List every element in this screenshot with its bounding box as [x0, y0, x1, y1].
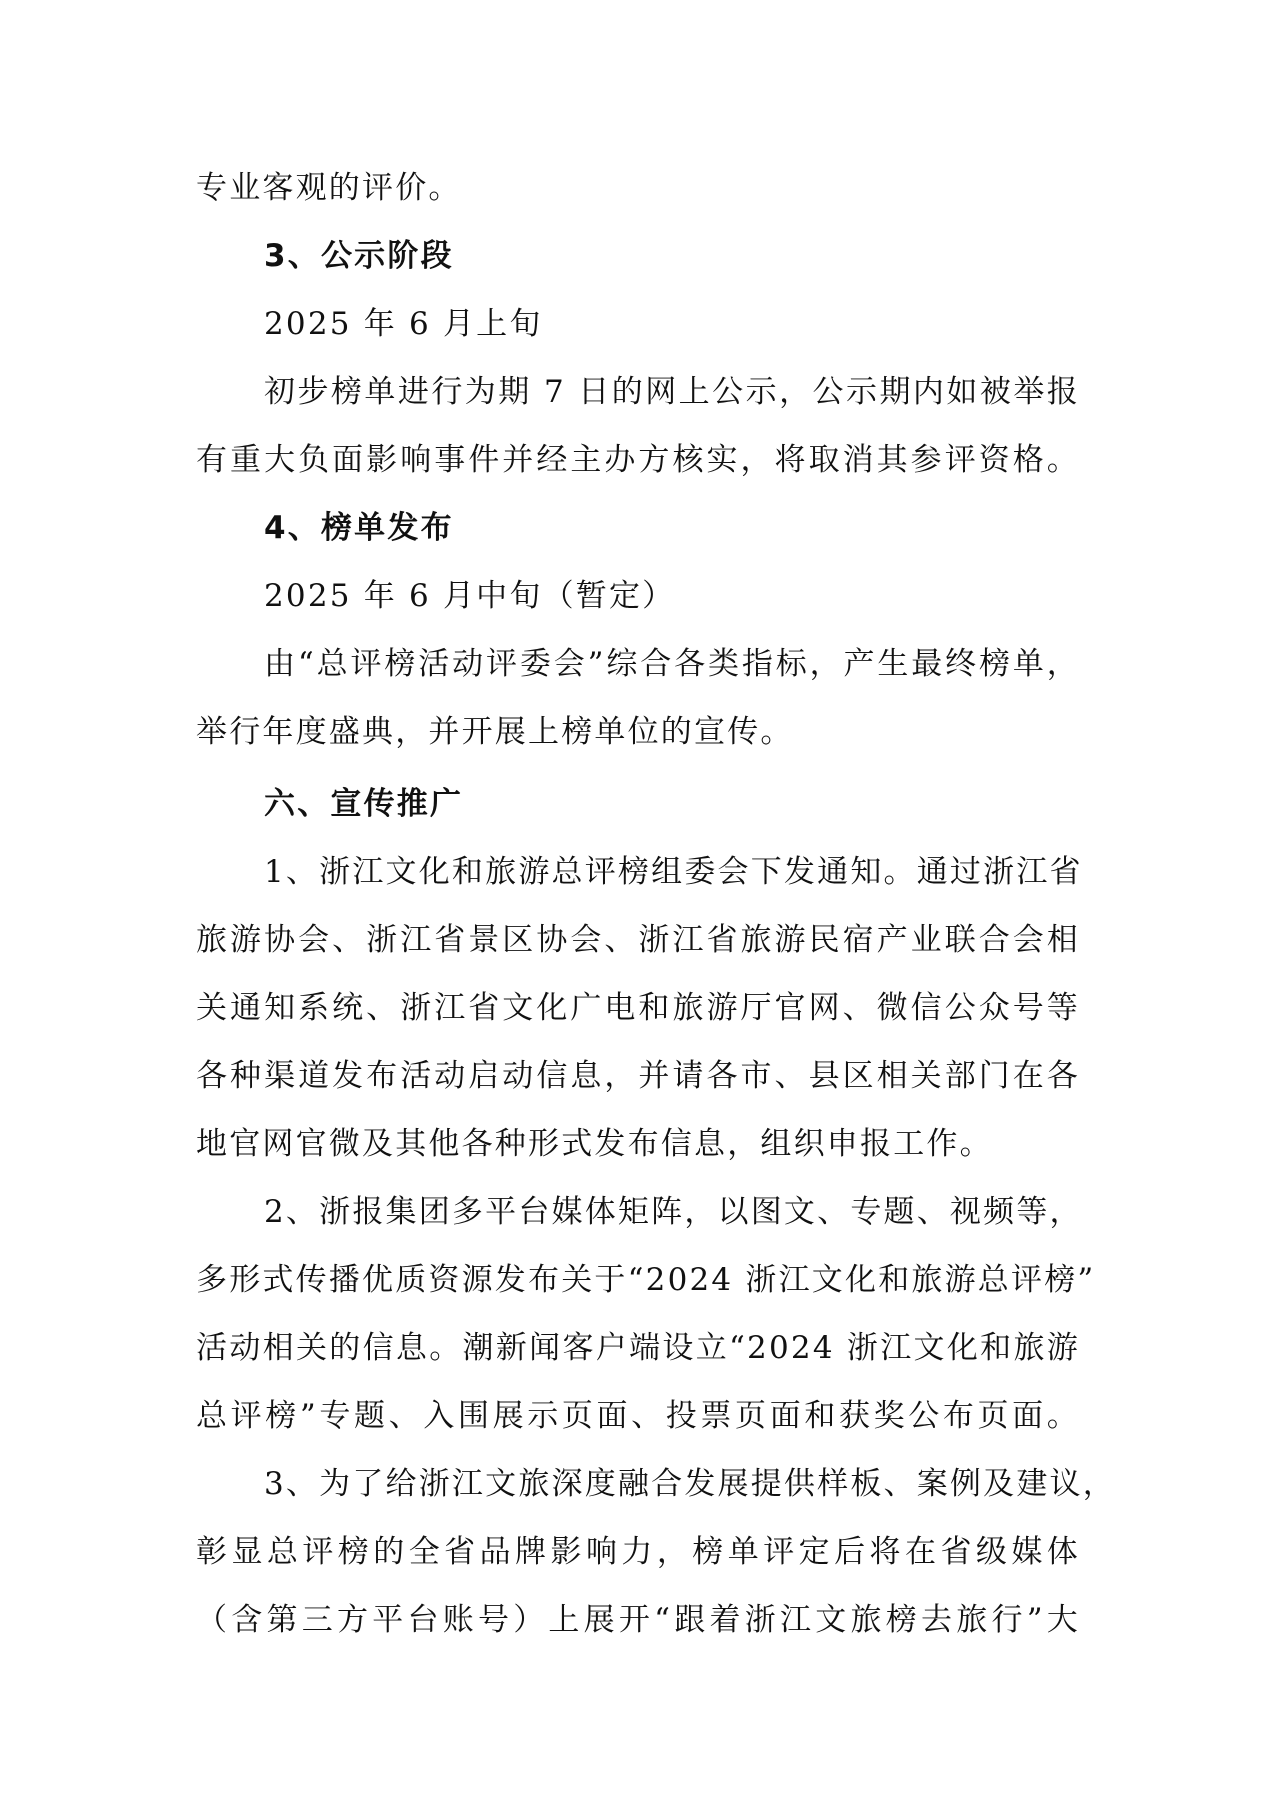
section-heading: 3、公示阶段	[264, 238, 454, 274]
paragraph-line: 1、浙江文化和旅游总评榜组委会下发通知。通过浙江省	[264, 854, 1083, 890]
paragraph-line: 举行年度盛典，并开展上榜单位的宣传。	[196, 714, 794, 750]
paragraph-line: 2、浙报集团多平台媒体矩阵，以图文、专题、视频等，	[264, 1194, 1083, 1230]
chapter-heading: 六、宣传推广	[264, 786, 464, 822]
paragraph-line: 地官网官微及其他各种形式发布信息，组织申报工作。	[196, 1126, 993, 1162]
date-line: 2025 年 6 月上旬	[264, 306, 543, 342]
paragraph-line: 各种渠道发布活动启动信息，并请各市、县区相关部门在各	[196, 1058, 1080, 1094]
paragraph-line: 旅游协会、浙江省景区协会、浙江省旅游民宿产业联合会相	[196, 922, 1080, 958]
paragraph-line: 彰显总评榜的全省品牌影响力，榜单评定后将在省级媒体	[196, 1534, 1080, 1570]
paragraph-line: 初步榜单进行为期 7 日的网上公示，公示期内如被举报	[264, 374, 1080, 410]
paragraph-line: 关通知系统、浙江省文化广电和旅游厅官网、微信公众号等	[196, 990, 1080, 1026]
paragraph-line: 由“总评榜活动评委会”综合各类指标，产生最终榜单，	[264, 646, 1080, 682]
date-line: 2025 年 6 月中旬（暂定）	[264, 578, 676, 614]
paragraph-line: 总评榜”专题、入围展示页面、投票页面和获奖公布页面。	[196, 1398, 1080, 1434]
section-heading: 4、榜单发布	[264, 510, 454, 546]
paragraph-line: 有重大负面影响事件并经主办方核实，将取消其参评资格。	[196, 442, 1080, 478]
paragraph-line: 活动相关的信息。潮新闻客户端设立“2024 浙江文化和旅游	[196, 1330, 1080, 1366]
paragraph-line: （含第三方平台账号）上展开“跟着浙江文旅榜去旅行”大	[196, 1602, 1080, 1638]
paragraph-line: 多形式传播优质资源发布关于“2024 浙江文化和旅游总评榜”	[196, 1262, 1096, 1298]
paragraph-line: 3、为了给浙江文旅深度融合发展提供样板、案例及建议，	[264, 1466, 1116, 1502]
paragraph-line: 专业客观的评价。	[196, 170, 462, 206]
